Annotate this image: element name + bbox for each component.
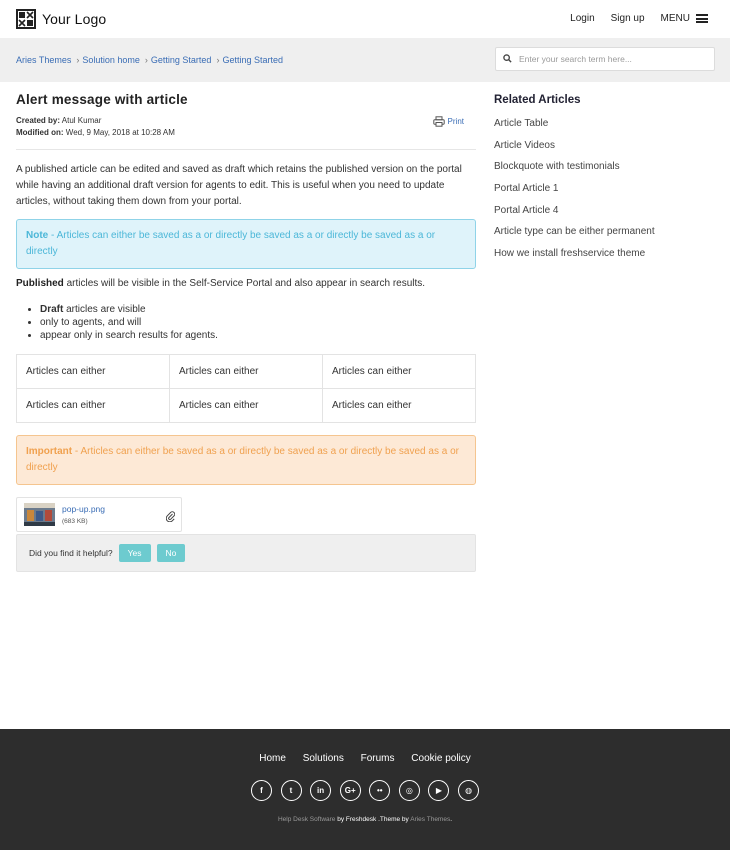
published-rest: articles will be visible in the Self-Service Portal and also appear in search results. bbox=[63, 278, 426, 289]
breadcrumb bbox=[16, 55, 283, 65]
table-row bbox=[17, 355, 476, 389]
breadcrumb-separator: › bbox=[76, 55, 80, 65]
credit-by: by bbox=[335, 816, 346, 823]
table-cell: Articles can either bbox=[170, 389, 323, 423]
google-plus-icon[interactable]: G+ bbox=[340, 780, 361, 801]
note-alert bbox=[16, 219, 476, 269]
list-item-text: articles are visible bbox=[63, 304, 146, 315]
article-main bbox=[16, 92, 476, 572]
footer-link-cookie-policy[interactable]: Cookie policy bbox=[411, 753, 471, 764]
print-button[interactable] bbox=[433, 116, 464, 127]
credit-period: . bbox=[450, 816, 453, 823]
signup-link[interactable]: Sign up bbox=[610, 13, 645, 24]
hamburger-icon[interactable] bbox=[696, 14, 708, 23]
footer-nav bbox=[0, 753, 730, 764]
related-article-link[interactable]: Portal Article 4 bbox=[494, 204, 559, 216]
breadcrumb-item[interactable]: Getting Started bbox=[150, 55, 212, 65]
feedback-question: Did you find it helpful? bbox=[29, 548, 113, 558]
note-label: Note bbox=[26, 230, 49, 241]
list-item bbox=[40, 303, 476, 316]
attachment-thumbnail bbox=[24, 503, 55, 526]
table-row bbox=[17, 389, 476, 423]
published-bold: Published bbox=[16, 278, 64, 289]
footer-link-forums[interactable]: Forums bbox=[360, 753, 395, 764]
related-article-link[interactable]: Portal Article 1 bbox=[494, 183, 559, 195]
logo-mark-icon bbox=[16, 9, 36, 29]
printer-icon bbox=[433, 116, 445, 127]
important-text: - Articles can either be saved as a or directly be saved as a or directly be saved as a or directly bbox=[26, 446, 459, 473]
search-input[interactable] bbox=[519, 54, 709, 64]
youtube-icon[interactable]: ▶ bbox=[428, 780, 449, 801]
table-cell: Articles can either bbox=[17, 355, 170, 389]
breadcrumb-separator: › bbox=[144, 55, 148, 65]
related-article-link[interactable]: Article Table bbox=[494, 118, 549, 129]
breadcrumb-item[interactable]: Aries Themes bbox=[16, 55, 72, 65]
related-articles-list bbox=[494, 118, 714, 270]
important-label: Important bbox=[26, 446, 73, 457]
article-meta bbox=[16, 115, 476, 139]
divider bbox=[16, 149, 476, 150]
article-title: Alert message with article bbox=[16, 92, 188, 107]
footer-credits bbox=[0, 816, 730, 823]
important-alert bbox=[16, 435, 476, 485]
list-item-text: only to agents, and will bbox=[40, 317, 142, 328]
credit-aries-themes-link[interactable]: Aries Themes bbox=[410, 816, 451, 823]
search-box bbox=[495, 47, 715, 71]
credit-help-desk-link[interactable]: Help Desk Software bbox=[277, 816, 336, 823]
search-icon bbox=[503, 50, 517, 68]
list-item-text: appear only in search results for agents. bbox=[40, 330, 218, 341]
print-label: Print bbox=[447, 117, 464, 126]
credit-freshdesk: Freshdesk bbox=[345, 816, 377, 823]
related-article-link[interactable]: Article Videos bbox=[494, 139, 555, 151]
attachment-name[interactable]: pop-up.png bbox=[62, 504, 106, 514]
created-value: Atul Kumar bbox=[61, 116, 102, 125]
breadcrumb-item[interactable]: Solution home bbox=[82, 55, 140, 65]
no-button[interactable]: No bbox=[157, 544, 186, 562]
yes-button[interactable]: Yes bbox=[119, 544, 151, 562]
twitter-icon[interactable]: t bbox=[281, 780, 302, 801]
bullet-list bbox=[40, 303, 476, 342]
site-footer bbox=[0, 729, 730, 850]
footer-link-home[interactable]: Home bbox=[259, 753, 286, 764]
related-articles-title: Related Articles bbox=[494, 94, 581, 106]
related-article-link[interactable]: Blockquote with testimonials bbox=[494, 161, 620, 173]
table-cell: Articles can either bbox=[323, 355, 476, 389]
credit-theme-by: .Theme by bbox=[376, 816, 411, 823]
modified-value: Wed, 9 May, 2018 at 10:28 AM bbox=[65, 128, 175, 137]
table-cell: Articles can either bbox=[323, 389, 476, 423]
modified-label: Modified on: bbox=[16, 128, 64, 137]
attachment-card[interactable] bbox=[16, 497, 182, 532]
facebook-icon[interactable]: f bbox=[251, 780, 272, 801]
top-nav bbox=[554, 13, 708, 24]
logo-text: Your Logo bbox=[42, 11, 107, 27]
note-text: - Articles can either be saved as a or directly be saved as a or directly be saved as a or directly bbox=[26, 230, 436, 257]
paperclip-icon bbox=[166, 509, 175, 527]
article-table bbox=[16, 354, 476, 423]
breadcrumb-separator: › bbox=[216, 55, 220, 65]
site-header bbox=[0, 0, 730, 38]
github-icon[interactable]: ◍ bbox=[458, 780, 479, 801]
attachment-size: (683 KB) bbox=[62, 518, 88, 525]
feedback-bar bbox=[16, 534, 476, 572]
table-cell: Articles can either bbox=[17, 389, 170, 423]
list-item bbox=[40, 329, 476, 342]
published-text bbox=[16, 277, 476, 291]
site-logo[interactable] bbox=[16, 9, 106, 29]
menu-button[interactable] bbox=[661, 13, 690, 24]
linkedin-icon[interactable]: in bbox=[310, 780, 331, 801]
table-cell: Articles can either bbox=[170, 355, 323, 389]
related-articles bbox=[494, 94, 714, 270]
created-label: Created by: bbox=[16, 116, 61, 125]
breadcrumb-item[interactable]: Getting Started bbox=[222, 55, 283, 65]
social-links bbox=[0, 780, 730, 801]
list-item-bold: Draft bbox=[40, 304, 64, 315]
login-link[interactable]: Login bbox=[570, 13, 595, 24]
menu-label: MENU bbox=[660, 13, 690, 24]
related-article-link[interactable]: How we install freshservice theme bbox=[494, 248, 646, 260]
breadcrumb-bar bbox=[0, 38, 730, 82]
list-item bbox=[40, 316, 476, 329]
article-intro: A published article can be edited and saved as draft which retains the published version on the portal while having an additional draft version for agents to edit. This is useful when you need to update articles, without taking them down from your portal. bbox=[16, 164, 462, 207]
flickr-icon[interactable]: •• bbox=[369, 780, 390, 801]
related-article-link[interactable]: Article type can be either permanent bbox=[494, 226, 655, 238]
footer-link-solutions[interactable]: Solutions bbox=[302, 753, 344, 764]
instagram-icon[interactable]: ◎ bbox=[399, 780, 420, 801]
